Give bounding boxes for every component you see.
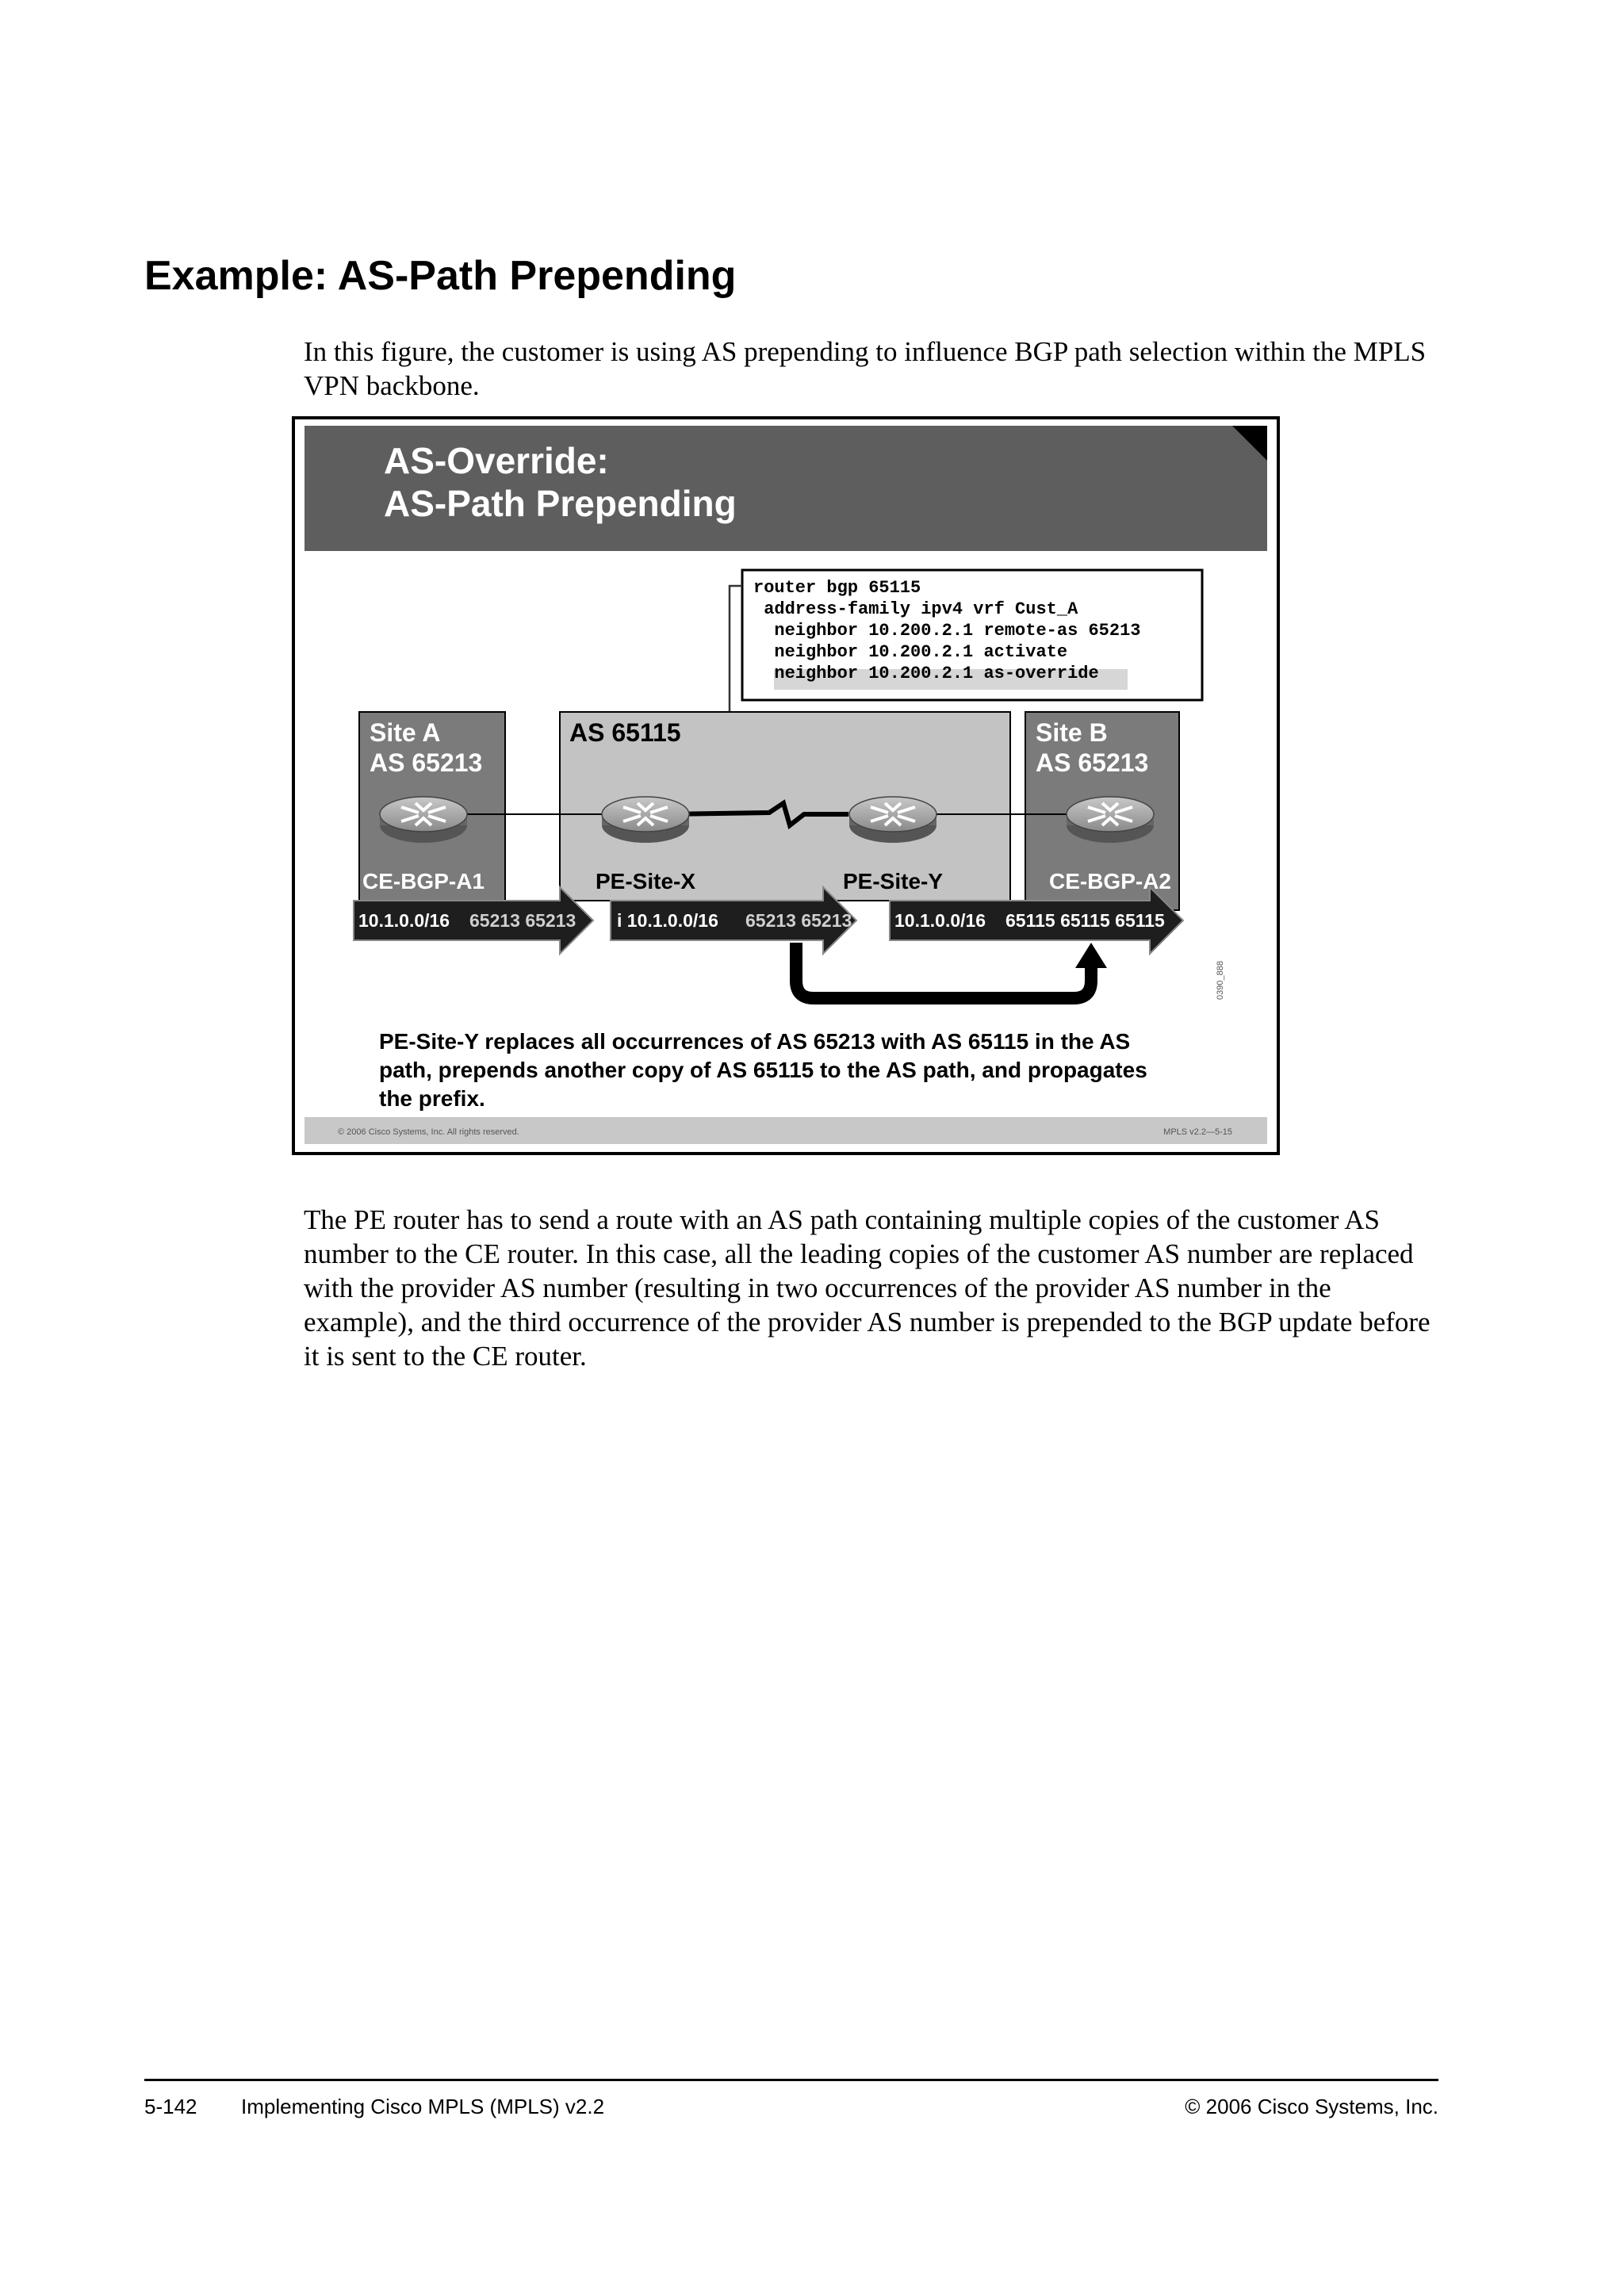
router-label-pe-site-y: PE-Site-Y — [842, 869, 944, 894]
footer-rule — [144, 2079, 1438, 2081]
update-2-prefix: i 10.1.0.0/16 — [617, 910, 718, 931]
slide-title-line1: AS-Override: — [384, 440, 609, 481]
router-label-ce-bgp-a1: CE-BGP-A1 — [362, 869, 485, 894]
caption-line-3: the prefix. — [379, 1086, 485, 1111]
site-a-as: AS 65213 — [370, 748, 483, 777]
core-as-label: AS 65115 — [569, 718, 681, 747]
caption-line-2: path, prepends another copy of AS 65115 to the AS path, and propagates — [379, 1058, 1147, 1082]
site-b-name: Site B — [1036, 718, 1108, 747]
slide-figure — [292, 416, 1280, 1155]
site-a-name: Site A — [370, 718, 441, 747]
config-line-4: neighbor 10.200.2.1 activate — [753, 642, 1068, 662]
config-line-2: address-family ipv4 vrf Cust_A — [753, 599, 1078, 619]
router-label-ce-bgp-a2: CE-BGP-A2 — [1048, 869, 1172, 894]
update-1-prefix: 10.1.0.0/16 — [358, 910, 450, 931]
update-1-path: 65213 65213 — [469, 910, 576, 931]
router-icon — [1067, 797, 1154, 843]
config-line-1: router bgp 65115 — [753, 578, 921, 598]
router-icon — [380, 797, 467, 843]
slide-id: 0390_888 — [1216, 961, 1225, 1000]
footer-page-number: 5-142 — [144, 2095, 197, 2118]
footer-course-title: Implementing Cisco MPLS (MPLS) v2.2 — [241, 2095, 605, 2118]
config-line-3: neighbor 10.200.2.1 remote-as 65213 — [753, 621, 1141, 641]
caption-line-1: PE-Site-Y replaces all occurrences of AS 65213 with AS 65115 in the AS — [379, 1029, 1131, 1054]
body-paragraph: The PE router has to send a route with an AS path containing multiple copies of the customer AS number to the CE router. In this case, all the leading copies of the customer AS number are replaced with the provider AS number (resulting in two occurrences of the provider AS number in the example), and the third occurrence of the provider AS number is prepended to the BGP update before it is sent to the CE router. — [304, 1204, 1431, 1372]
update-3-prefix: 10.1.0.0/16 — [894, 910, 986, 931]
slide-footer-id: MPLS v2.2—5-15 — [1163, 1127, 1232, 1137]
site-b-as: AS 65213 — [1036, 748, 1149, 777]
footer-copyright: © 2006 Cisco Systems, Inc. — [1185, 2095, 1438, 2118]
router-label-pe-site-x: PE-Site-X — [595, 869, 696, 894]
slide-title-line2: AS-Path Prepending — [384, 483, 737, 524]
update-3-path: 65115 65115 65115 — [1005, 910, 1165, 931]
config-line-5: neighbor 10.200.2.1 as-override — [753, 664, 1099, 683]
update-2-path: 65213 65213 — [745, 910, 852, 931]
router-icon — [849, 797, 936, 843]
router-icon — [602, 797, 689, 843]
intro-paragraph: In this figure, the customer is using AS prepending to influence BGP path selection within the MPLS VPN backbone. — [304, 336, 1427, 401]
page-heading: Example: AS-Path Prepending — [144, 253, 737, 299]
slide-footer-copyright: © 2006 Cisco Systems, Inc. All rights reserved. — [338, 1127, 519, 1137]
